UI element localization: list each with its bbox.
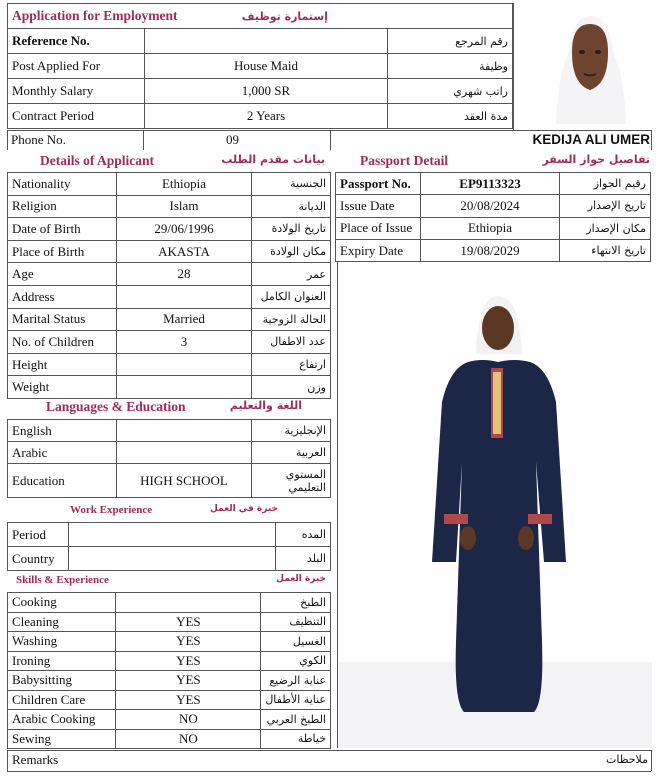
applicant-value (117, 353, 252, 376)
passport-label: Place of Issue (336, 217, 421, 239)
applicant-label-ar: الديانة (252, 195, 331, 218)
post-label: Post Applied For (8, 54, 145, 79)
table-row (8, 464, 331, 498)
applicant-label: Nationality (8, 173, 117, 196)
table-row (8, 523, 331, 547)
table-row (8, 353, 331, 376)
applicant-value: 29/06/1996 (117, 218, 252, 241)
table-row (8, 710, 331, 730)
education-value: HIGH SCHOOL (117, 464, 252, 498)
applicant-label: Place of Birth (8, 240, 117, 263)
skill-value: NO (116, 729, 261, 749)
applicant-label: Height (8, 353, 117, 376)
salary-value: 1,000 SR (145, 79, 388, 104)
work-title-en: Work Experience (70, 504, 153, 516)
remarks-label: Remarks (12, 752, 59, 767)
education-label-ar: المستوي التعليمي (252, 464, 331, 498)
skill-value: YES (116, 671, 261, 691)
remarks-label-ar: ملاحظات (606, 753, 648, 766)
table-row (8, 651, 331, 671)
applicant-label-ar: ارتفاع (252, 353, 331, 376)
work-value (69, 523, 276, 547)
applicant-value: Ethiopia (117, 173, 252, 196)
work-table (7, 522, 331, 571)
passport-value: Ethiopia (421, 217, 560, 239)
form-title-en: Application for Employment (12, 8, 178, 23)
passport-label-ar: رقيم الجواز (560, 173, 651, 195)
form-title-ar: إستمارة توظيف (241, 9, 328, 23)
applicant-value: 3 (117, 331, 252, 354)
reference-value (145, 29, 388, 54)
applicant-label-ar: عدد الاطفال (252, 331, 331, 354)
applicant-value: Islam (117, 195, 252, 218)
skill-label-ar: الغسيل (261, 632, 331, 652)
passport-label-ar: تاريخ الانتهاء (560, 239, 651, 261)
skill-label: Babysitting (8, 671, 116, 691)
skill-label-ar: عناية الرضيع (261, 671, 331, 691)
skill-label: Cleaning (8, 612, 116, 632)
applicant-table (7, 172, 331, 399)
work-label: Country (8, 547, 69, 571)
table-row (8, 173, 331, 196)
skill-label: Cooking (8, 593, 116, 613)
skill-label: Washing (8, 632, 116, 652)
table-row (8, 218, 331, 241)
language-value (117, 442, 252, 464)
table-row (8, 442, 331, 464)
skill-value: YES (116, 651, 261, 671)
applicant-face-photo (528, 4, 650, 126)
applicant-label: Weight (8, 376, 117, 399)
language-label: Arabic (8, 442, 117, 464)
reference-label: Reference No. (8, 29, 145, 54)
skills-title-en: Skills & Experience (16, 574, 109, 586)
table-row (8, 420, 331, 442)
skill-label: Arabic Cooking (8, 710, 116, 730)
applicant-value: 28 (117, 263, 252, 286)
table-row (8, 547, 331, 571)
contract-value: 2 Years (145, 104, 388, 129)
table-row (8, 376, 331, 399)
applicant-label: Address (8, 285, 117, 308)
applicant-label: Marital Status (8, 308, 117, 331)
work-value (69, 547, 276, 571)
work-label: Period (8, 523, 69, 547)
passport-label: Expiry Date (336, 239, 421, 261)
table-row (336, 239, 651, 261)
applicant-label: Religion (8, 195, 117, 218)
salary-label-ar: راتب شهري (388, 79, 513, 104)
work-title-ar: خبرة في العمل (210, 504, 278, 514)
table-row (8, 285, 331, 308)
applicant-label-ar: وزن (252, 376, 331, 399)
language-label: English (8, 420, 117, 442)
table-row (8, 690, 331, 710)
applicant-label-ar: العنوان الكامل (252, 285, 331, 308)
applicant-label-ar: عمر (252, 263, 331, 286)
table-row (8, 240, 331, 263)
passport-value: 19/08/2029 (421, 239, 560, 261)
phone-value: 09 (226, 132, 239, 147)
applicant-label-ar: الحالة الزوجية (252, 308, 331, 331)
table-row (336, 173, 651, 195)
applicant-value: AKASTA (117, 240, 252, 263)
applicant-label-ar: الجنسية (252, 173, 331, 196)
post-label-ar: وظيفة (388, 54, 513, 79)
passport-label-ar: مكان الإصدار (560, 217, 651, 239)
passport-title-ar: تفاصيل جواز السفر (542, 153, 650, 166)
language-value (117, 420, 252, 442)
applicant-value (117, 285, 252, 308)
skills-table (7, 592, 331, 749)
table-row (336, 217, 651, 239)
skill-label-ar: الطبخ (261, 593, 331, 613)
full-photo-image (338, 262, 652, 748)
salary-label: Monthly Salary (8, 79, 145, 104)
table-row (8, 263, 331, 286)
passport-value: EP9113323 (421, 173, 560, 195)
applicant-full-photo (337, 262, 652, 748)
skill-label-ar: التنظيف (261, 612, 331, 632)
skills-title-ar: خبرة العمل (276, 574, 326, 584)
table-row (8, 729, 331, 749)
applicant-value (117, 376, 252, 399)
work-label-ar: البلد (276, 547, 331, 571)
language-label-ar: العربية (252, 442, 331, 464)
applicant-name: KEDIJA ALI UMER (532, 132, 650, 147)
table-row (8, 671, 331, 691)
passport-title-en: Passport Detail (360, 153, 449, 168)
applicant-title-en: Details of Applicant (40, 153, 155, 168)
passport-label: Passport No. (336, 173, 421, 195)
skill-label: Children Care (8, 690, 116, 710)
table-row (8, 308, 331, 331)
reference-label-ar: رقم المرجع (388, 29, 513, 54)
skill-label-ar: عناية الأطفال (261, 690, 331, 710)
table-row (8, 331, 331, 354)
skill-label-ar: الكوي (261, 651, 331, 671)
passport-label-ar: تاريخ الإصدار (560, 195, 651, 217)
applicant-title-ar: بيانات مقدم الطلب (221, 153, 325, 166)
skill-value: YES (116, 690, 261, 710)
table-row (336, 195, 651, 217)
contract-label-ar: مدة العقد (388, 104, 513, 129)
passport-table (335, 172, 651, 262)
languages-title-en: Languages & Education (46, 399, 186, 414)
header-table (7, 3, 513, 129)
skill-label-ar: خياطة (261, 729, 331, 749)
language-label-ar: الإنجليزية (252, 420, 331, 442)
table-row (8, 632, 331, 652)
skill-label-ar: الطبخ العربي (261, 710, 331, 730)
skill-value: NO (116, 710, 261, 730)
passport-value: 20/08/2024 (421, 195, 560, 217)
applicant-label-ar: تاريخ الولادة (252, 218, 331, 241)
applicant-label: Date of Birth (8, 218, 117, 241)
skill-value: YES (116, 632, 261, 652)
work-label-ar: المده (276, 523, 331, 547)
applicant-value: Married (117, 308, 252, 331)
applicant-label: Age (8, 263, 117, 286)
table-row (8, 593, 331, 613)
table-row (8, 612, 331, 632)
applicant-label-ar: مكان الولادة (252, 240, 331, 263)
skill-value (116, 593, 261, 613)
applicant-label: No. of Children (8, 331, 117, 354)
languages-table (7, 419, 331, 498)
skill-value: YES (116, 612, 261, 632)
languages-title-ar: اللغة والتعليم (229, 399, 302, 412)
skill-label: Ironing (8, 651, 116, 671)
post-value: House Maid (145, 54, 388, 79)
face-photo-image (528, 4, 650, 126)
contract-label: Contract Period (8, 104, 145, 129)
phone-label: Phone No. (11, 132, 66, 147)
education-label: Education (8, 464, 117, 498)
table-row (8, 195, 331, 218)
skill-label: Sewing (8, 729, 116, 749)
passport-label: Issue Date (336, 195, 421, 217)
